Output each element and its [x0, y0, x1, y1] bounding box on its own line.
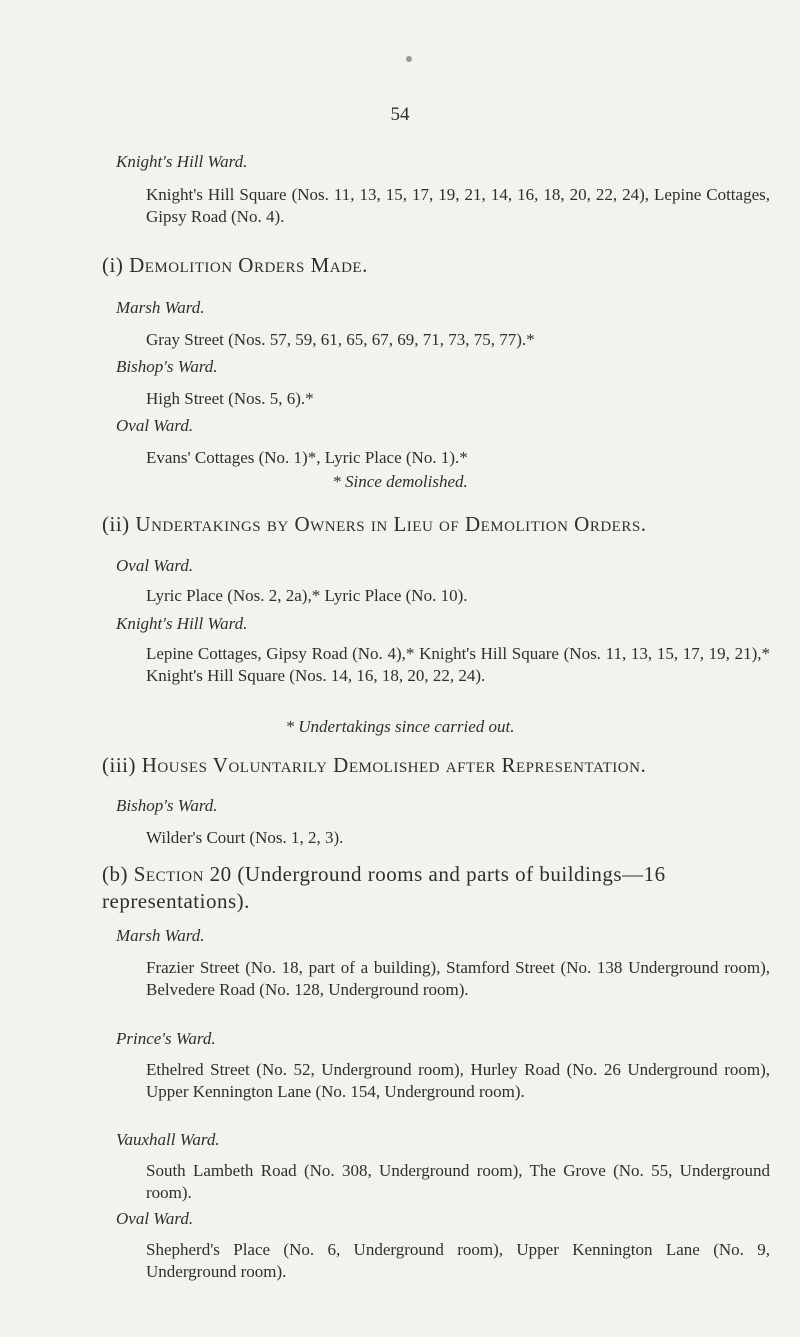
entry-text: Shepherd's Place (No. 6, Underground room), Upper Kennington Lane (No. 9, Underground room).: [146, 1240, 770, 1281]
ward-heading: Knight's Hill Ward.: [116, 614, 248, 633]
ward-heading: Vauxhall Ward.: [116, 1130, 220, 1149]
section-heading-b: [102, 861, 782, 915]
section-marker: (iii): [102, 753, 136, 777]
entry-text: Ethelred Street (No. 52, Underground room), Hurley Road (No. 26 Underground room), Upper Kennington Lane (No. 154, Underground room).: [146, 1060, 770, 1101]
section-title: Houses Voluntarily Demolished after Representation.: [141, 753, 647, 777]
section-heading-iii: [102, 752, 782, 779]
entry-text: High Street (Nos. 5, 6).*: [146, 389, 314, 408]
entry-text: Frazier Street (No. 18, part of a building), Stamford Street (No. 138 Underground room), Belvedere Road (No. 128, Underground room).: [146, 958, 770, 999]
ward-heading: Bishop's Ward.: [116, 796, 218, 815]
section-title-small-caps: Section: [133, 862, 204, 886]
entry-text: Gray Street (Nos. 57, 59, 61, 65, 67, 69, 71, 73, 75, 77).*: [146, 330, 535, 349]
entry-text: Lyric Place (Nos. 2, 2a),* Lyric Place (No. 10).: [146, 586, 468, 605]
ink-dot: [406, 56, 412, 62]
ward-heading: Prince's Ward.: [116, 1029, 216, 1048]
ward-heading: Marsh Ward.: [116, 926, 205, 945]
entry-text: Lepine Cottages, Gipsy Road (No. 4),* Knight's Hill Square (Nos. 11, 13, 15, 17, 19, 21),* Knight's Hill Square (Nos. 14, 16, 18, 20, 22, 24).: [146, 644, 770, 685]
section-title: Undertakings by Owners in Lieu of Demolition Orders.: [135, 512, 647, 536]
section-heading-ii: [102, 511, 782, 538]
ward-heading: Marsh Ward.: [116, 298, 205, 317]
entry-text: Wilder's Court (Nos. 1, 2, 3).: [146, 828, 344, 847]
section-marker: (b): [102, 862, 128, 886]
section-marker: (i): [102, 253, 124, 277]
footnote: * Since demolished.: [332, 472, 468, 491]
section-title: Demolition Orders Made.: [129, 253, 368, 277]
entry-text: Evans' Cottages (No. 1)*, Lyric Place (No. 1).*: [146, 448, 468, 467]
section-title: 20 (Underground rooms and parts of buildings—16 representations).: [102, 862, 666, 913]
footnote: * Undertakings since carried out.: [285, 717, 515, 736]
ward-heading: Knight's Hill Ward.: [116, 152, 248, 171]
section-heading-i: [102, 252, 782, 279]
entry-text: Knight's Hill Square (Nos. 11, 13, 15, 17, 19, 21, 14, 16, 18, 20, 22, 24), Lepine Cottages, Gipsy Road (No. 4).: [146, 185, 770, 226]
ward-heading: Oval Ward.: [116, 416, 194, 435]
section-marker: (ii): [102, 512, 130, 536]
ward-heading: Bishop's Ward.: [116, 357, 218, 376]
ward-heading: Oval Ward.: [116, 556, 194, 575]
entry-text: South Lambeth Road (No. 308, Underground room), The Grove (No. 55, Underground room).: [146, 1161, 770, 1202]
ward-heading: Oval Ward.: [116, 1209, 194, 1228]
page-number: 54: [390, 104, 410, 125]
